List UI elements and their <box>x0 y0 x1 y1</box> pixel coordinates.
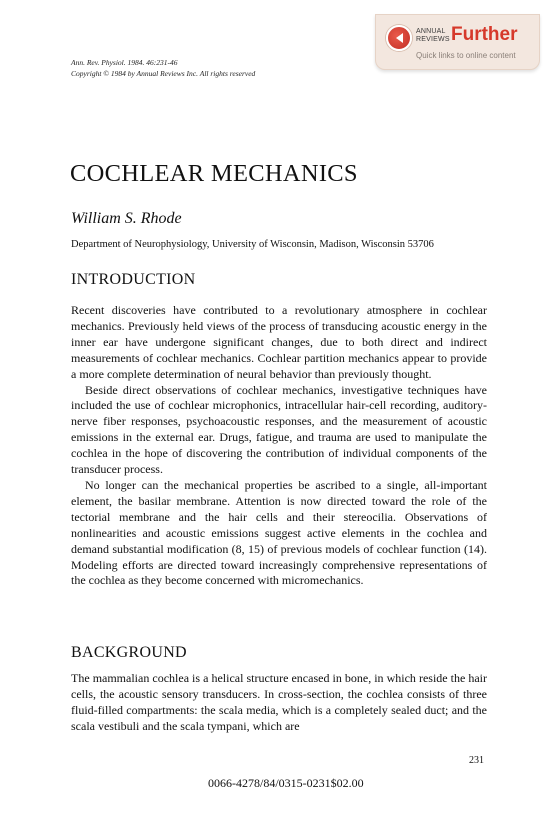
section-heading-background: BACKGROUND <box>71 644 187 661</box>
paragraph: Beside direct observations of cochlear mechanics, investigative techniques have included the use of cochlear microphonics, intracellular hair-cell recording, auditory-nerve fiber responses, psychoacoustic responses, and the measurement of acoustic emissions in the external ear. Drugs, fatigue, and trauma are used to manipulate the cochlea in the hope of discovering the contribution of individual components of the transducer process. <box>71 382 487 477</box>
further-title[interactable]: Further <box>451 24 518 45</box>
further-brand-line1: ANNUAL <box>416 28 446 35</box>
background-body <box>71 671 487 735</box>
annual-reviews-logo-icon <box>386 25 412 51</box>
section-heading-introduction: INTRODUCTION <box>71 271 196 288</box>
journal-citation: Ann. Rev. Physiol. 1984. 46:231-46 <box>71 58 178 67</box>
article-code: 0066-4278/84/0315-0231$02.00 <box>208 776 364 790</box>
article-title: COCHLEAR MECHANICS <box>70 160 358 187</box>
author-name: William S. Rhode <box>71 210 182 227</box>
annual-reviews-further-banner[interactable] <box>375 14 540 70</box>
paragraph: The mammalian cochlea is a helical structure encased in bone, in which reside the hair cells, the acoustic sensory transducers. In cross-section, the cochlea consists of three fluid-filled compartments: the scala media, which is a completely sealed duct; and the scala vestibuli and the scala tympani, which are <box>71 671 487 733</box>
introduction-body <box>71 303 487 589</box>
copyright-notice: Copyright © 1984 by Annual Reviews Inc. All rights reserved <box>71 69 256 78</box>
paragraph: Recent discoveries have contributed to a revolutionary atmosphere in cochlear mechanics. Previously held views of the process of transducing acoustic energy in the inner ear have undergone significant changes, due to both direct and indirect measurements of cochlear mechanics. Cochlear partition mechanics appear to provide a more complete determination of neural behavior than previously thought. <box>71 303 487 381</box>
author-affiliation: Department of Neurophysiology, University of Wisconsin, Madison, Wisconsin 53706 <box>71 239 434 250</box>
further-subtitle[interactable]: Quick links to online content <box>416 51 516 60</box>
paragraph: No longer can the mechanical properties be ascribed to a single, all-important element, the basilar membrane. Attention is now directed toward the role of the tectorial membrane and the hair cells and their stereocilia. Observations of nonlinearities and acoustic emissions suggest active elements in the cochlea and demand substantial modification (8, 15) of previous models of cochlear function (14). Modeling efforts are directed toward increasingly comprehensive representations of the cochlea as they become concerned with micromechanics. <box>71 477 487 588</box>
page-number: 231 <box>469 755 484 766</box>
further-brand-line2: REVIEWS <box>416 36 450 43</box>
